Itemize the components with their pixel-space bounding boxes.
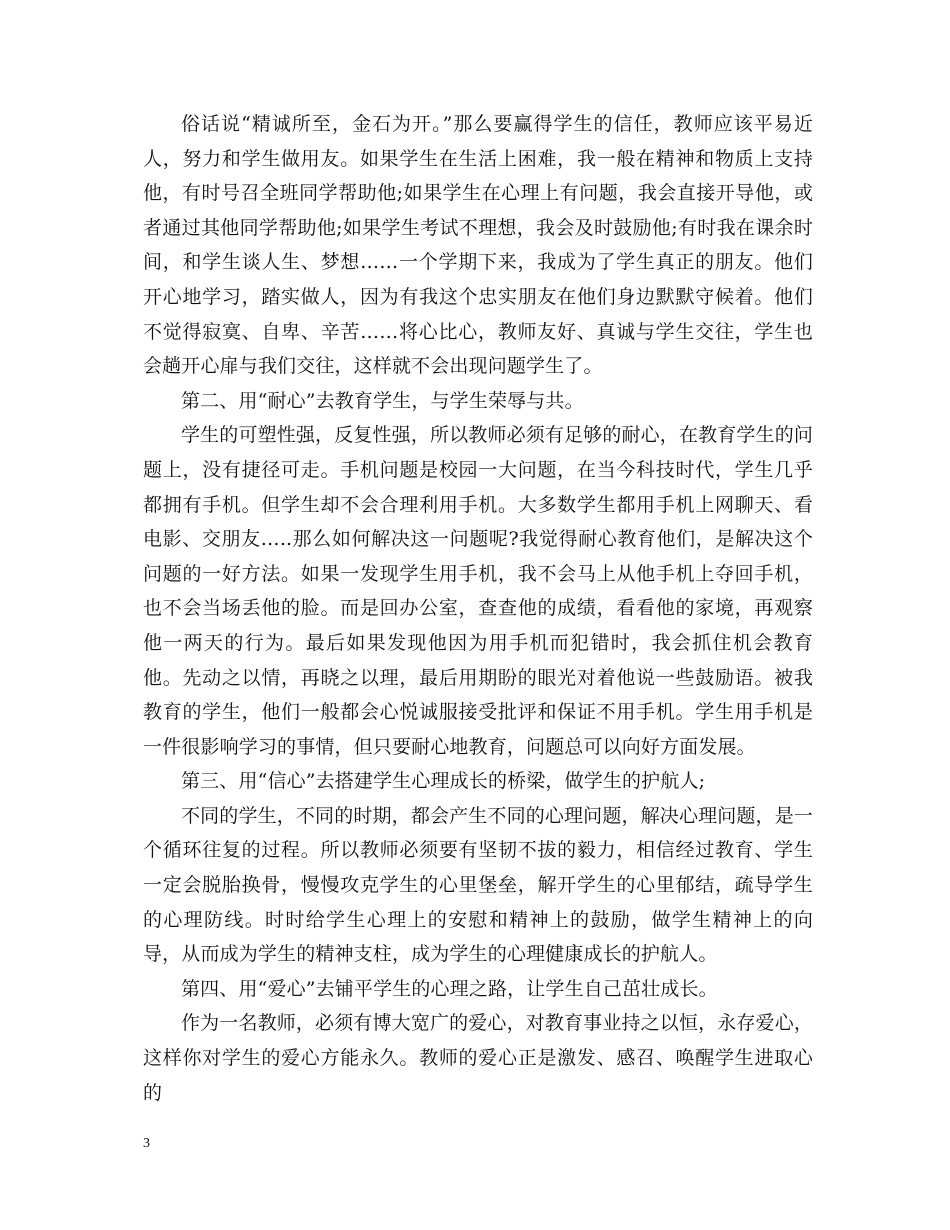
heading-patience: 第二、用“耐心”去教育学生，与学生荣辱与共。 bbox=[181, 389, 584, 412]
document-body bbox=[143, 107, 813, 1110]
paragraph-confidence: 不同的学生，不同的时期，都会产生不同的心理问题，解决心理问题，是一个循环往复的过程。所以教师必须要有坚韧不拔的毅力，相信经过教育、学生一定会脱胎换骨，慢慢攻克学生的心里堡垒，解开学生的心里郁结，疏导学生的心理防线。时时给学生心理上的安慰和精神上的鼓励，做学生精神上的向导，从而成为学生的精神支柱，成为学生的心理健康成长的护航人。 bbox=[143, 804, 813, 966]
heading-love: 第四、用“爱心”去铺平学生的心理之路，让学生自己茁壮成长。 bbox=[181, 977, 718, 1000]
heading-confidence: 第三、用“信心”去搭建学生心理成长的桥梁，做学生的护航人; bbox=[181, 770, 706, 793]
page-number: 3 bbox=[143, 1136, 150, 1151]
paragraph-love: 作为一名教师，必须有博大宽广的爱心，对教育事业持之以恒，永存爱心，这样你对学生的爱心方能永久。教师的爱心正是激发、感召、唤醒学生进取心的 bbox=[143, 1012, 813, 1104]
paragraph-trust: 俗话说“精诚所至，金石为开。”那么要赢得学生的信任，教师应该平易近人，努力和学生做用友。如果学生在生活上困难，我一般在精神和物质上支持他，有时号召全班同学帮助他;如果学生在心理上有问题，我会直接开导他，或者通过其他同学帮助他;如果学生考试不理想，我会及时鼓励他;有时我在课余时间，和学生谈人生、梦想……一个学期下来，我成为了学生真正的朋友。他们开心地学习，踏实做人，因为有我这个忠实朋友在他们身边默默守候着。他们不觉得寂寞、自卑、辛苦……将心比心，教师友好、真诚与学生交往，学生也会趟开心扉与我们交往，这样就不会出现问题学生了。 bbox=[143, 113, 813, 378]
paragraph-patience: 学生的可塑性强，反复性强，所以教师必须有足够的耐心，在教育学生的问题上，没有捷径可走。手机问题是校园一大问题，在当今科技时代，学生几乎都拥有手机。但学生却不会合理利用手机。大多数学生都用手机上网聊天、看电影、交朋友…..那么如何解决这一问题呢?我觉得耐心教育他们，是解决这个问题的一好方法。如果一发现学生用手机，我不会马上从他手机上夺回手机，也不会当场丢他的脸。而是回办公室，查查他的成绩，看看他的家境，再观察他一两天的行为。最后如果发现他因为用手机而犯错时，我会抓住机会教育他。先动之以情，再晓之以理，最后用期盼的眼光对着他说一些鼓励语。被我教育的学生，他们一般都会心悦诚服接受批评和保证不用手机。学生用手机是一件很影响学习的事情，但只要耐心地教育，问题总可以向好方面发展。 bbox=[143, 424, 813, 758]
